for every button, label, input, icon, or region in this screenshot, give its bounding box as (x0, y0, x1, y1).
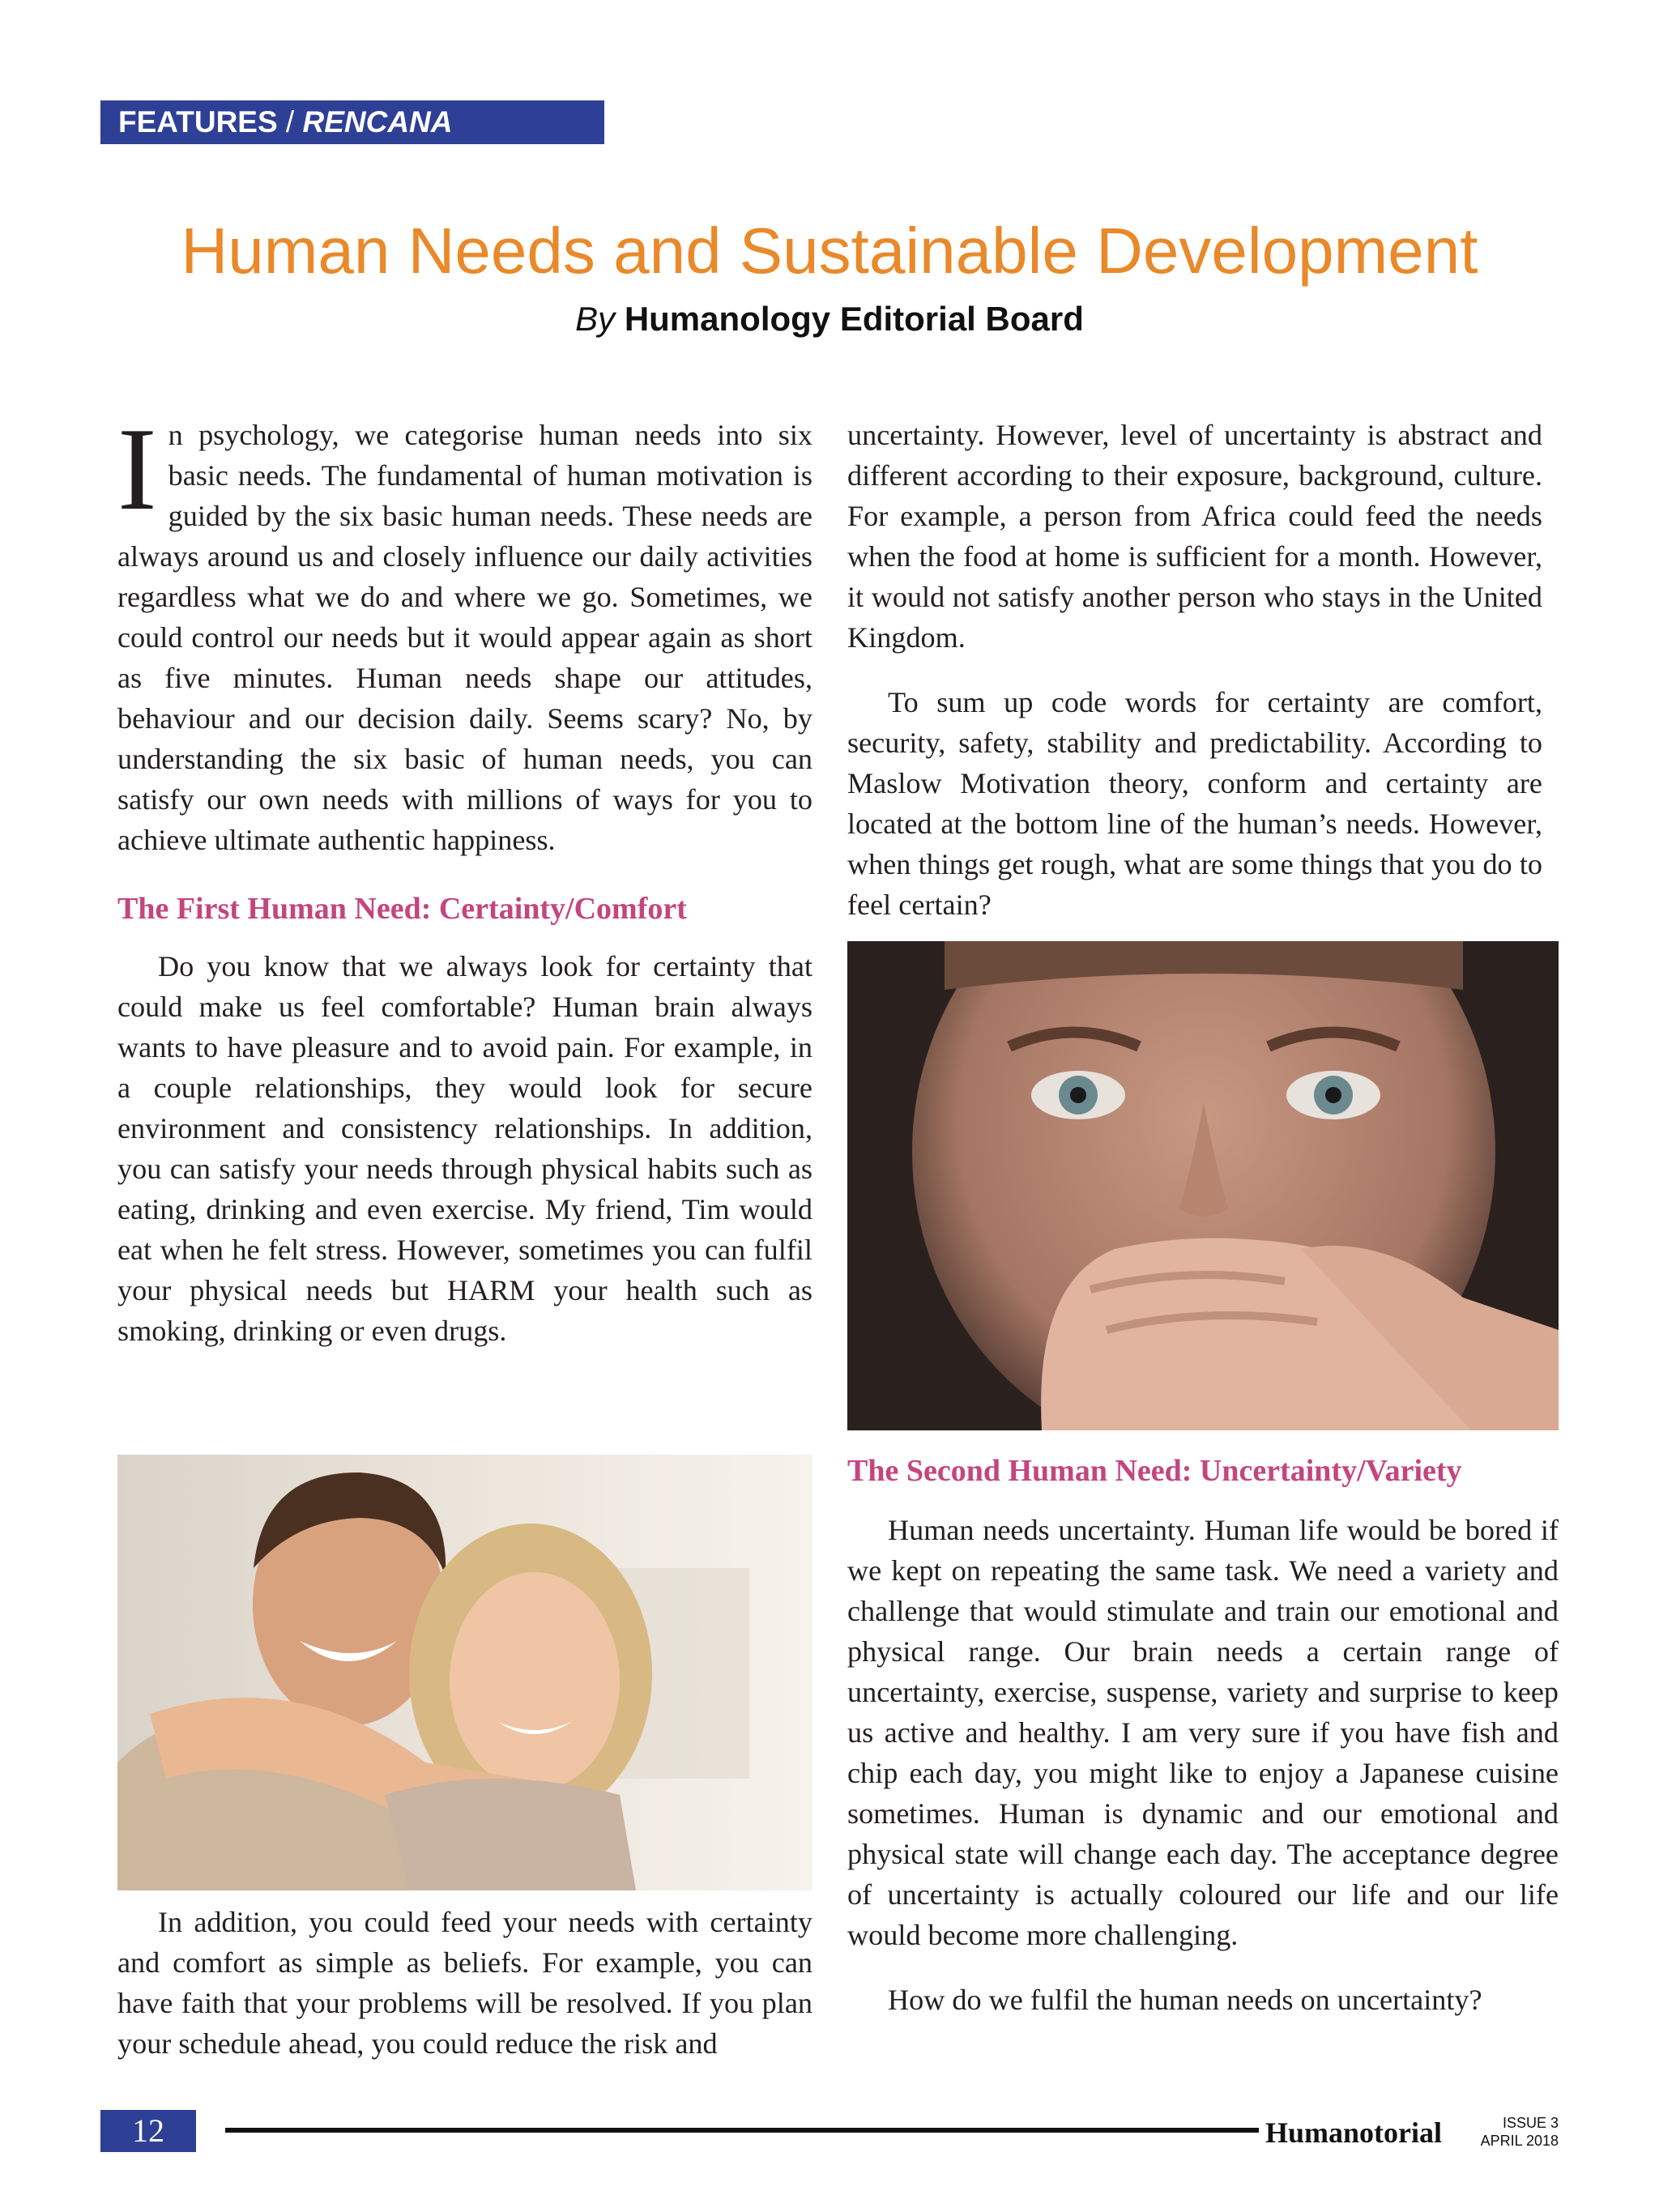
section-sublabel: RENCANA (302, 105, 453, 139)
column-right (847, 415, 1542, 925)
section-separator: / (277, 105, 303, 139)
paragraph-uncertainty-continued: uncertainty. However, level of uncertainty is abstract and different according to their exposure, background, culture. For example, a person from Africa could feed the needs when the food at home is sufficient for a month. However, it would not satisfy another person who stays in the United Kingdom. (847, 419, 1542, 654)
paragraph-variety: Human needs uncertainty. Human life would be bored if we kept on repeating the same task. We need a variety and challenge that would stimulate and train our emotional and physical range. Our brain needs a certain range of uncertainty, exercise, suspense, variety and surprise to keep us active and healthy. I am very sure if you have fish and chip each day, you might like to enjoy a Japanese cuisine sometimes. Human is dynamic and our emotional and physical state will change each day. The acceptance degree of uncertainty is actually coloured our life and our life would become more challenging. (847, 1514, 1559, 1951)
intro-text: n psychology, we categorise human needs into six basic needs. The fundamental of human motivation is guided by the six basic human needs. These needs are always around us and closely influence our daily activities regardless what we do and where we go. Sometimes, we could control our needs but it would appear again as short as five minutes. Human needs shape our attitudes, behaviour and our decision daily. Seems scary? No, by understanding the six basic of human needs, you can satisfy our own needs with millions of ways for you to achieve ultimate authentic happiness. (117, 419, 812, 856)
column-left-bottom (117, 1902, 812, 2064)
section-tag (100, 100, 604, 144)
issue-info (1481, 2114, 1559, 2150)
couple-image (117, 1455, 812, 1890)
paragraph-certainty: Do you know that we always look for certainty that could make us feel comfortable? Human brain always wants to have pleasure and to avoid pain. For example, in a couple relationships, they would look for secure environment and consistency relationships. In addition, you can satisfy your needs through physical habits such as eating, drinking and even exercise. My friend, Tim would eat when he felt stress. However, sometimes you can fulfil your physical needs but HARM your health such as smoking, drinking or even drugs. (117, 950, 812, 1347)
column-left (117, 403, 812, 1351)
magazine-name: Humanotorial (1265, 2116, 1443, 2149)
byline-author: Humanology Editorial Board (624, 300, 1084, 338)
photo-anxious-woman (847, 941, 1559, 1430)
article-title: Human Needs and Sustainable Development (181, 215, 1478, 287)
drop-cap: I (117, 403, 157, 535)
issue-number: ISSUE 3 (1502, 2115, 1559, 2131)
photo-smiling-couple (117, 1455, 812, 1890)
heading-second-need: The Second Human Need: Uncertainty/Variety (847, 1454, 1462, 1488)
paragraph-question: How do we fulfil the human needs on uncertainty? (888, 1984, 1482, 2016)
page-number: 12 (100, 2110, 196, 2152)
issue-date: APRIL 2018 (1480, 2133, 1559, 2149)
intro-paragraph (117, 403, 812, 860)
paragraph-beliefs: In addition, you could feed your needs with certainty and comfort as simple as beliefs. For example, you can have faith that your problems will be resolved. If you plan your schedule ahead, you could reduce the risk and (117, 1906, 812, 2060)
byline-prefix: By (575, 300, 616, 338)
woman-image (847, 941, 1559, 1430)
byline (0, 300, 1659, 339)
footer-rule (225, 2128, 1259, 2133)
paragraph-summary: To sum up code words for certainty are comfort, security, safety, stability and predictability. According to Maslow Motivation theory, conform and certainty are located at the bottom line of the human’s needs. However, when things get rough, what are some things that you do to feel certain? (847, 686, 1542, 921)
heading-first-need: The First Human Need: Certainty/Comfort (117, 892, 687, 926)
column-right-bottom (847, 1450, 1559, 2020)
section-label: FEATURES (118, 105, 278, 139)
